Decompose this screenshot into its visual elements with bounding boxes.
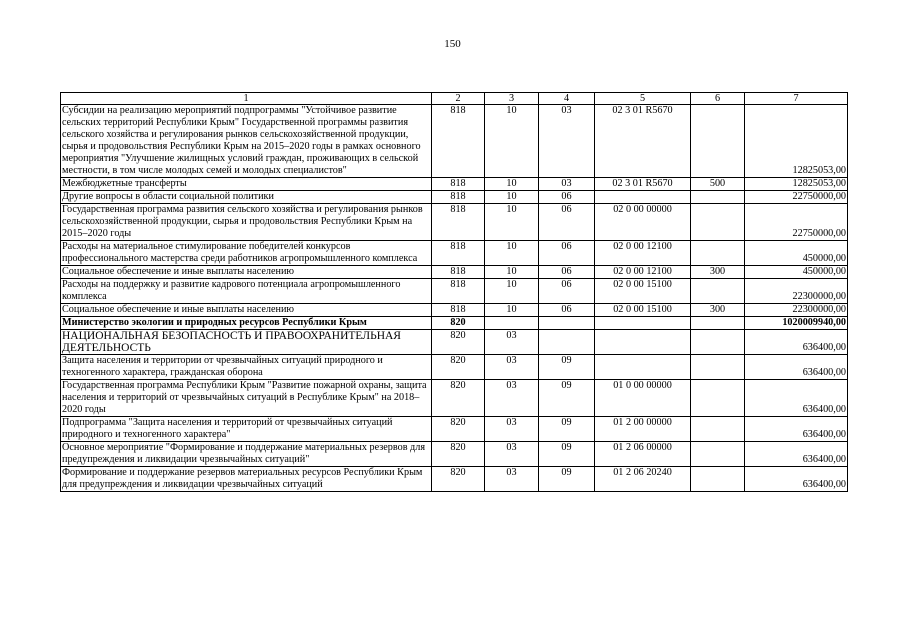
row-name: Основное мероприятие "Формирование и поддержание материальных резервов для предупреждения и ликвидации чрезвычайных ситуаций" (61, 442, 432, 467)
row-amount: 636400,00 (745, 467, 848, 492)
row-admin-code: 818 (432, 279, 485, 304)
row-section: 10 (485, 178, 539, 191)
row-name: Государственная программа развития сельского хозяйства и регулирования рынков сельскохозяйственной продукции, сырья и продовольствия Республики Крым на 2015–2020 годы (61, 204, 432, 241)
row-admin-code: 820 (432, 467, 485, 492)
row-section: 03 (485, 380, 539, 417)
row-admin-code: 820 (432, 442, 485, 467)
row-admin-code: 818 (432, 204, 485, 241)
row-expense-type (691, 279, 745, 304)
row-subsection: 06 (539, 279, 595, 304)
row-section: 03 (485, 467, 539, 492)
row-amount: 636400,00 (745, 355, 848, 380)
table-row (61, 279, 848, 304)
row-section: 10 (485, 105, 539, 178)
row-amount: 636400,00 (745, 417, 848, 442)
row-expense-type (691, 241, 745, 266)
row-amount: 22750000,00 (745, 191, 848, 204)
row-target-article (595, 191, 691, 204)
row-name: Защита населения и территории от чрезвычайных ситуаций природного и техногенного характера, гражданская оборона (61, 355, 432, 380)
row-name: Формирование и поддержание резервов материальных ресурсов Республики Крым для предупреждения и ликвидации чрезвычайных ситуаций (61, 467, 432, 492)
table-row (61, 266, 848, 279)
row-section: 10 (485, 266, 539, 279)
row-subsection (539, 330, 595, 355)
table-row (61, 191, 848, 204)
row-section: 10 (485, 204, 539, 241)
table-row (61, 417, 848, 442)
row-section: 10 (485, 241, 539, 266)
row-subsection: 06 (539, 241, 595, 266)
row-amount: 22300000,00 (745, 304, 848, 317)
row-section: 03 (485, 330, 539, 355)
row-admin-code: 820 (432, 417, 485, 442)
row-subsection: 03 (539, 178, 595, 191)
row-target-article: 02 0 00 12100 (595, 266, 691, 279)
row-amount: 636400,00 (745, 442, 848, 467)
row-admin-code: 820 (432, 317, 485, 330)
row-target-article: 01 2 00 00000 (595, 417, 691, 442)
row-admin-code: 820 (432, 330, 485, 355)
table-row (61, 105, 848, 178)
table-row (61, 317, 848, 330)
row-name: Расходы на материальное стимулирование победителей конкурсов профессионального мастерства среди работников агропромышленного комплекса (61, 241, 432, 266)
row-target-article: 02 0 00 15100 (595, 304, 691, 317)
row-subsection: 06 (539, 191, 595, 204)
header-cell-1: 1 (61, 93, 432, 105)
row-admin-code: 818 (432, 266, 485, 279)
row-name: Расходы на поддержку и развитие кадрового потенциала агропромышленного комплекса (61, 279, 432, 304)
row-target-article: 01 0 00 00000 (595, 380, 691, 417)
header-cell-7: 7 (745, 93, 848, 105)
row-target-article: 02 0 00 15100 (595, 279, 691, 304)
row-subsection: 03 (539, 105, 595, 178)
row-section: 03 (485, 417, 539, 442)
row-name: НАЦИОНАЛЬНАЯ БЕЗОПАСНОСТЬ И ПРАВООХРАНИТЕЛЬНАЯ ДЕЯТЕЛЬНОСТЬ (61, 330, 432, 355)
row-name: Другие вопросы в области социальной политики (61, 191, 432, 204)
row-admin-code: 820 (432, 380, 485, 417)
row-target-article: 02 0 00 00000 (595, 204, 691, 241)
row-amount: 636400,00 (745, 380, 848, 417)
table-row (61, 304, 848, 317)
row-target-article: 02 0 00 12100 (595, 241, 691, 266)
table-row (61, 241, 848, 266)
table-row (61, 380, 848, 417)
row-expense-type (691, 417, 745, 442)
row-admin-code: 818 (432, 191, 485, 204)
row-name: Подпрограмма "Защита населения и территорий от чрезвычайных ситуаций природного и техногенного характера" (61, 417, 432, 442)
row-expense-type (691, 191, 745, 204)
header-cell-2: 2 (432, 93, 485, 105)
row-target-article (595, 317, 691, 330)
row-name: Межбюджетные трансферты (61, 178, 432, 191)
row-section: 03 (485, 355, 539, 380)
row-target-article: 02 3 01 R5670 (595, 105, 691, 178)
table-row (61, 330, 848, 355)
row-name: Социальное обеспечение и иные выплаты населению (61, 266, 432, 279)
table-row (61, 442, 848, 467)
row-target-article (595, 330, 691, 355)
page-number: 150 (444, 38, 461, 50)
row-admin-code: 818 (432, 178, 485, 191)
header-cell-3: 3 (485, 93, 539, 105)
table-row (61, 204, 848, 241)
row-subsection: 06 (539, 266, 595, 279)
row-expense-type: 300 (691, 304, 745, 317)
row-expense-type (691, 105, 745, 178)
row-section: 10 (485, 304, 539, 317)
row-name: Министерство экологии и природных ресурсов Республики Крым (61, 317, 432, 330)
row-name: Социальное обеспечение и иные выплаты населению (61, 304, 432, 317)
row-admin-code: 818 (432, 304, 485, 317)
row-expense-type (691, 467, 745, 492)
row-amount: 1020009940,00 (745, 317, 848, 330)
table-body (61, 105, 848, 492)
row-subsection (539, 317, 595, 330)
row-name: Государственная программа Республики Крым "Развитие пожарной охраны, защита населения и территорий от чрезвычайных ситуаций в Республике Крым" на 2018–2020 годы (61, 380, 432, 417)
row-expense-type (691, 442, 745, 467)
row-expense-type: 500 (691, 178, 745, 191)
row-target-article: 01 2 06 20240 (595, 467, 691, 492)
row-expense-type (691, 204, 745, 241)
row-section: 10 (485, 279, 539, 304)
header-row (61, 93, 848, 105)
row-target-article: 02 3 01 R5670 (595, 178, 691, 191)
row-expense-type (691, 355, 745, 380)
header-cell-5: 5 (595, 93, 691, 105)
row-admin-code: 820 (432, 355, 485, 380)
row-amount: 12825053,00 (745, 105, 848, 178)
table-row (61, 355, 848, 380)
header-cell-4: 4 (539, 93, 595, 105)
row-amount: 22750000,00 (745, 204, 848, 241)
row-amount: 12825053,00 (745, 178, 848, 191)
row-admin-code: 818 (432, 105, 485, 178)
row-subsection: 09 (539, 417, 595, 442)
row-amount: 450000,00 (745, 241, 848, 266)
table-row (61, 178, 848, 191)
header-cell-6: 6 (691, 93, 745, 105)
row-subsection: 09 (539, 467, 595, 492)
row-expense-type (691, 380, 745, 417)
row-subsection: 09 (539, 380, 595, 417)
row-amount: 22300000,00 (745, 279, 848, 304)
row-target-article: 01 2 06 00000 (595, 442, 691, 467)
row-admin-code: 818 (432, 241, 485, 266)
row-target-article (595, 355, 691, 380)
row-expense-type (691, 317, 745, 330)
row-section: 03 (485, 442, 539, 467)
row-section: 10 (485, 191, 539, 204)
row-subsection: 09 (539, 442, 595, 467)
row-subsection: 06 (539, 204, 595, 241)
row-subsection: 09 (539, 355, 595, 380)
budget-table (60, 92, 848, 492)
row-expense-type (691, 330, 745, 355)
row-subsection: 06 (539, 304, 595, 317)
row-section (485, 317, 539, 330)
row-expense-type: 300 (691, 266, 745, 279)
row-name: Субсидии на реализацию мероприятий подпрограммы "Устойчивое развитие сельских территорий Республики Крым" Государственной программы развития сельского хозяйства и регулирования рынков сельскохозяйственной продукции, сырья и продовольствия Республики Крым на 2015–2020 годы в рамках основного мероприятия "Улучшение жилищных условий граждан, проживающих в сельской местности, в том числе молодых семей и молодых специалистов" (61, 105, 432, 178)
row-amount: 450000,00 (745, 266, 848, 279)
row-amount: 636400,00 (745, 330, 848, 355)
table-row (61, 467, 848, 492)
